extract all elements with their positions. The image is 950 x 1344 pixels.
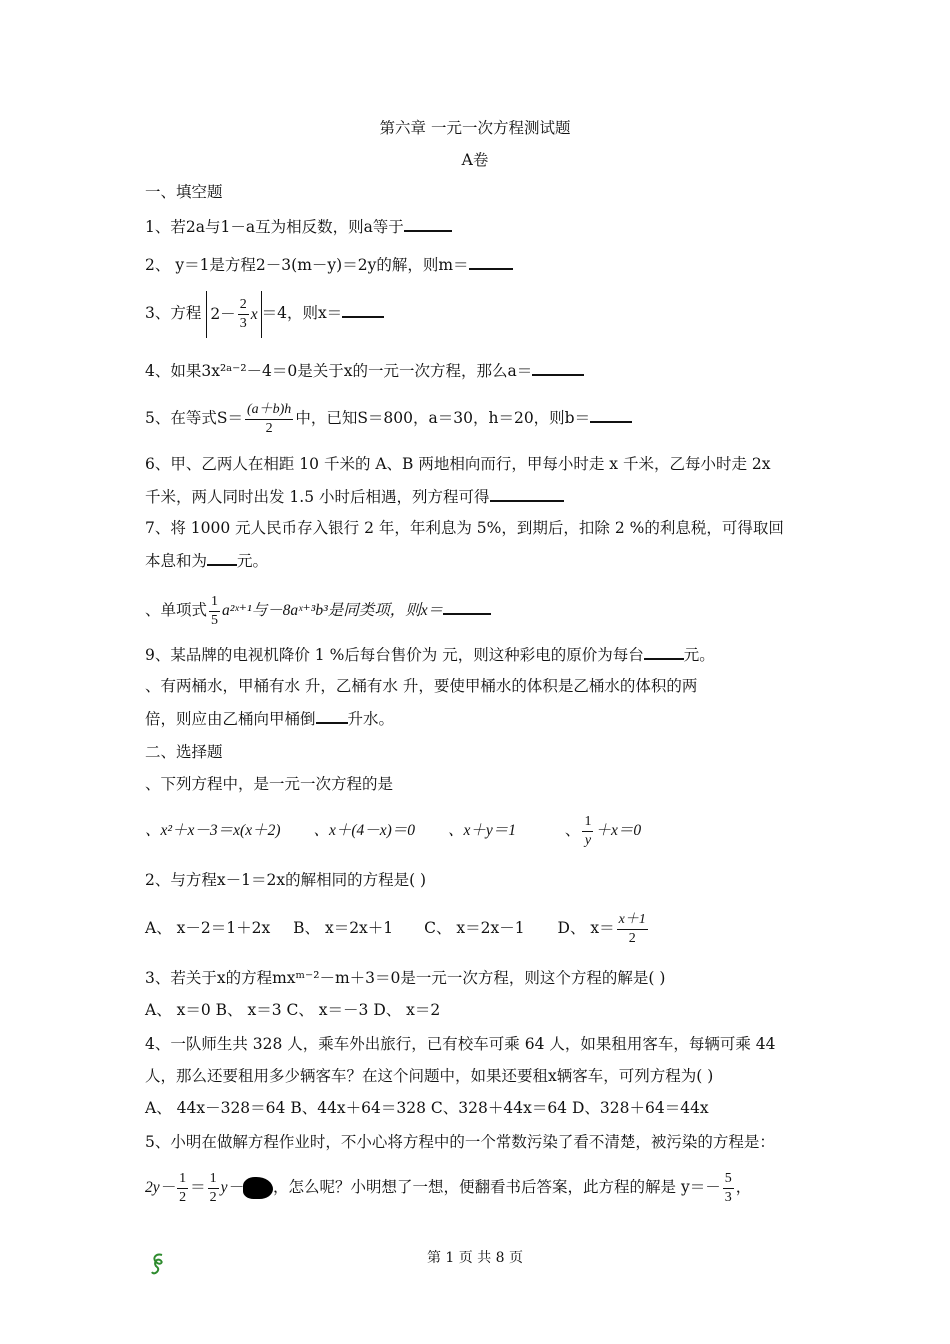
equation-part: 2y－ [145, 1179, 176, 1196]
question-6-line-2 [145, 486, 564, 507]
answer-blank [644, 644, 684, 660]
choice-1: 、下列方程中，是一元一次方程的是 [145, 775, 394, 793]
question-10-line-1: 、有两桶水，甲桶有水 升，乙桶有水 升，要使甲桶水的体积是乙桶水的体积的两 [145, 677, 698, 695]
option-d [557, 911, 650, 946]
numerator: (a＋b)h [245, 401, 293, 420]
absolute-value [206, 291, 261, 338]
page-subtitle: A卷 [461, 151, 489, 169]
section-fill-blank: 一、填空题 [145, 183, 223, 201]
comma: ， [735, 1178, 752, 1196]
section-choice: 二、选择题 [145, 743, 223, 761]
question-5-text: 5、在等式S＝ [145, 409, 243, 427]
ink-blot [243, 1177, 273, 1199]
abs-part: 2－ [210, 304, 236, 323]
fraction [238, 296, 249, 333]
page-title: 第六章 一元一次方程测试题 [379, 119, 571, 137]
question-6-line-1: 6、甲、乙两人在相距 10 千米的 A、B 两地相向而行，甲每小时走 x 千米，乙每小时走 2x [145, 455, 771, 473]
numerator: 2 [238, 296, 249, 315]
answer-blank [316, 708, 348, 724]
question-8 [145, 588, 491, 633]
question-2 [145, 254, 513, 275]
question-4-text: 4、如果3x²ᵃ⁻²－4＝0是关于x的一元一次方程，那么a＝ [145, 362, 533, 380]
equation-part: y－ [220, 1179, 244, 1196]
variable: x [250, 305, 258, 323]
fraction [723, 1170, 734, 1207]
question-2-text: y＝1是方程2－3(m－y)＝2y的解，则m＝ [175, 256, 469, 274]
denominator: y [584, 832, 592, 848]
numerator: x＋1 [617, 911, 648, 930]
denominator: 2 [628, 930, 636, 946]
equals-sign: ＝ [190, 1178, 206, 1196]
choice-5-line-1: 5、小明在做解方程作业时，不小心将方程中的一个常数污染了看不清楚，被污染的方程是： [145, 1133, 775, 1151]
fraction [245, 401, 293, 438]
option-c: 、x＋y＝1 [447, 822, 516, 839]
question-9-text: 9、某品牌的电视机降价 1 %后每台售价为 元，则这种彩电的原价为每台 [145, 646, 644, 664]
question-4 [145, 360, 584, 381]
question-10-tail: 升水。 [347, 710, 395, 728]
choice-5-line-2 [145, 1164, 751, 1211]
question-9 [145, 644, 715, 665]
question-7-text: 本息和为 [145, 552, 208, 570]
choice-3-options: A、 x＝0 B、 x＝3 C、 x＝－3 D、 x＝2 [145, 1001, 441, 1019]
denominator: 2 [265, 420, 273, 436]
question-2-number: 2、 [145, 256, 171, 274]
answer-blank [590, 407, 632, 423]
page-footer: 第 1 页 共 8 页 [426, 1250, 524, 1266]
option-d-label: 、 [564, 821, 581, 839]
fraction [582, 813, 593, 850]
question-5 [145, 396, 632, 440]
question-8-text: 、单项式 [145, 601, 208, 619]
answer-blank [342, 302, 384, 318]
option-d [564, 813, 642, 848]
fraction [177, 1170, 188, 1207]
choice-2-options [145, 906, 650, 950]
choice-1-options [145, 808, 641, 853]
question-3-text: 3、方程 [145, 304, 202, 322]
option-d-tail: ＋x＝0 [595, 822, 642, 839]
option-b: 、x＋(4－x)＝0 [313, 822, 416, 839]
denominator: 3 [239, 316, 247, 331]
question-9-tail: 元。 [683, 646, 715, 664]
answer-blank [443, 599, 491, 615]
question-3 [145, 290, 384, 338]
denominator: 2 [209, 1189, 217, 1205]
question-7-line-2 [145, 550, 268, 571]
option-a: A、 x－2＝1＋2x [145, 919, 271, 937]
choice-4-line-2: 人，那么还要租用多少辆客车？在这个问题中，如果还要租x辆客车，可列方程为( ) [145, 1067, 714, 1085]
choice-4-line-1: 4、一队师生共 328 人，乘车外出旅行，已有校车可乘 64 人，如果租用客车，每辆可乘 44 [145, 1035, 776, 1053]
question-6-text: 千米，两人同时出发 1.5 小时后相遇，列方程可得 [145, 488, 490, 506]
question-1 [145, 216, 452, 237]
answer-blank [469, 254, 513, 270]
question-10-line-2 [145, 708, 394, 729]
numerator: 1 [582, 813, 593, 832]
answer-blank [207, 550, 237, 566]
option-b: B、 x＝2x＋1 [293, 919, 394, 937]
question-8-tail: a²ˣ⁺¹与－8aˣ⁺³b³是同类项，则x＝ [222, 602, 444, 619]
denominator: 5 [211, 612, 219, 628]
answer-blank [490, 486, 564, 502]
choice-3: 3、若关于x的方程mxᵐ⁻²－m＋3＝0是一元一次方程，则这个方程的解是( ) [145, 969, 666, 987]
question-10-text: 倍，则应由乙桶向甲桶倒 [145, 710, 316, 728]
question-3-tail: ＝4，则x＝ [261, 304, 343, 322]
answer-blank [532, 360, 584, 376]
option-c: C、 x＝2x－1 [424, 919, 525, 937]
answer-blank [404, 216, 452, 232]
option-d-label: D、 x＝ [557, 919, 615, 937]
numerator: 5 [723, 1170, 734, 1189]
denominator: 3 [724, 1189, 732, 1205]
question-7-line-1: 7、将 1000 元人民币存入银行 2 年，年利息为 5%，到期后，扣除 2 %的利息税，可得取回 [145, 519, 784, 537]
choice-2: 2、与方程x－1＝2x的解相同的方程是( ) [145, 871, 427, 889]
numerator: 1 [208, 1170, 219, 1189]
denominator: 2 [179, 1189, 187, 1205]
numerator: 1 [177, 1170, 188, 1189]
question-5-tail: 中，已知S＝800，a＝30，h＝20，则b＝ [295, 409, 591, 427]
fraction [209, 593, 220, 630]
choice-5-text: ，怎么呢？小明想了一想，便翻看书后答案，此方程的解是 y＝－ [273, 1178, 721, 1196]
fraction [617, 911, 648, 948]
choice-4-options: A、 44x－328＝64 B、44x＋64＝328 C、328＋44x＝64 D、328＋64＝44x [145, 1099, 709, 1117]
fraction [208, 1170, 219, 1207]
option-a: 、x²＋x－3＝x(x＋2) [145, 822, 281, 839]
question-1-text: 1、若2a与1－a互为相反数，则a等于 [145, 218, 404, 236]
question-7-tail: 元。 [237, 552, 269, 570]
numerator: 1 [209, 593, 220, 612]
